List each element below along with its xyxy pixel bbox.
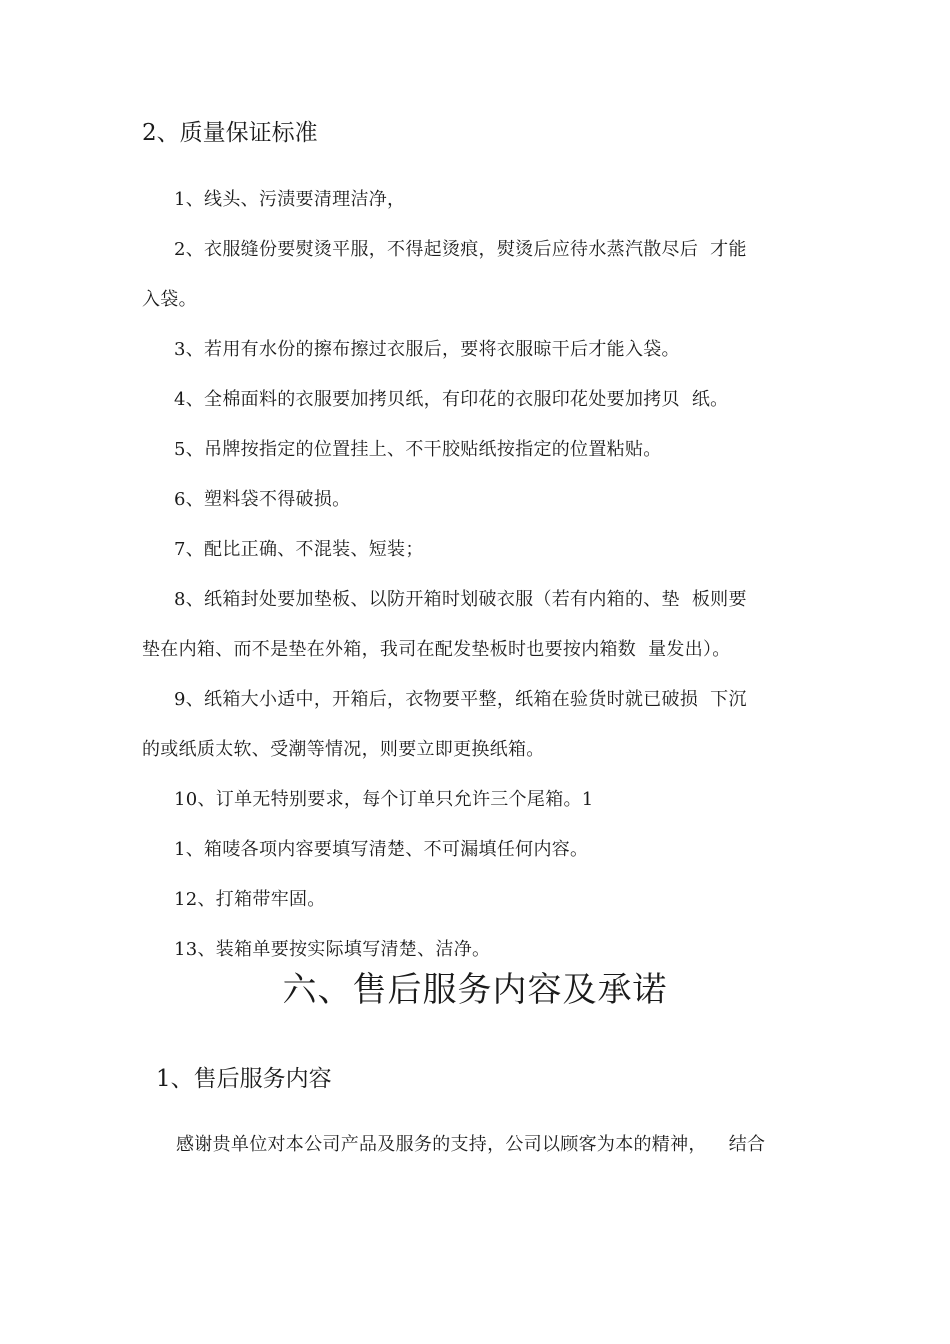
quality-item-9-text: 9、纸箱大小适中，开箱后，衣物要平整，纸箱在验货时就已破损 xyxy=(174,689,699,710)
aftersales-paragraph-tail: 结合 xyxy=(728,1134,766,1155)
quality-item-10: 10、订单无特别要求，每个订单只允许三个尾箱。1 xyxy=(174,789,594,810)
quality-item-8-cont-tail: 量发出）。 xyxy=(648,639,731,660)
section-heading-aftersales: 1、售后服务内容 xyxy=(156,1066,332,1092)
quality-item-5: 5、吊牌按指定的位置挂上、不干胶贴纸按指定的位置粘贴。 xyxy=(174,439,662,460)
quality-item-6: 6、塑料袋不得破损。 xyxy=(174,489,351,510)
quality-item-4-text: 4、全棉面料的衣服要加拷贝纸，有印花的衣服印花处要加拷贝 xyxy=(174,389,680,410)
quality-item-4-tail: 纸。 xyxy=(691,389,729,410)
aftersales-paragraph xyxy=(176,1133,765,1157)
chapter-six-title: 六、售后服务内容及承诺 xyxy=(282,970,668,1010)
quality-item-11: 1、箱唛各项内容要填写清楚、不可漏填任何内容。 xyxy=(174,839,589,860)
quality-item-12: 12、打箱带牢固。 xyxy=(174,889,326,910)
quality-item-8 xyxy=(174,588,747,612)
quality-item-8-continued xyxy=(142,638,731,662)
quality-item-9-tail: 下沉 xyxy=(710,689,747,710)
quality-item-3: 3、若用有水份的擦布擦过衣服后，要将衣服晾干后才能入袋。 xyxy=(174,339,680,360)
quality-item-2-tail: 才能 xyxy=(710,239,747,260)
quality-item-2 xyxy=(174,238,747,262)
section-heading-quality: 2、质量保证标准 xyxy=(142,120,318,146)
quality-item-9-continued: 的或纸质太软、受潮等情况，则要立即更换纸箱。 xyxy=(142,739,545,760)
quality-item-8-text: 8、纸箱封处要加垫板、以防开箱时划破衣服（若有内箱的、垫 xyxy=(174,589,680,610)
aftersales-paragraph-text: 感谢贵单位对本公司产品及服务的支持，公司以顾客为本的精神， xyxy=(176,1134,707,1155)
quality-item-8-cont-text: 垫在内箱、而不是垫在外箱，我司在配发垫板时也要按内箱数 xyxy=(142,639,637,660)
quality-item-4 xyxy=(174,388,728,412)
quality-item-9 xyxy=(174,688,747,712)
quality-item-2-continued: 入袋。 xyxy=(142,289,197,310)
quality-item-7: 7、配比正确、不混装、短装； xyxy=(174,539,424,560)
quality-item-8-tail: 板则要 xyxy=(691,589,747,610)
quality-item-1: 1、线头、污渍要清理洁净， xyxy=(174,189,406,210)
quality-item-2-text: 2、衣服缝份要熨烫平服，不得起烫痕，熨烫后应待水蒸汽散尽后 xyxy=(174,239,699,260)
quality-item-13: 13、装箱单要按实际填写清楚、洁净。 xyxy=(174,939,491,960)
